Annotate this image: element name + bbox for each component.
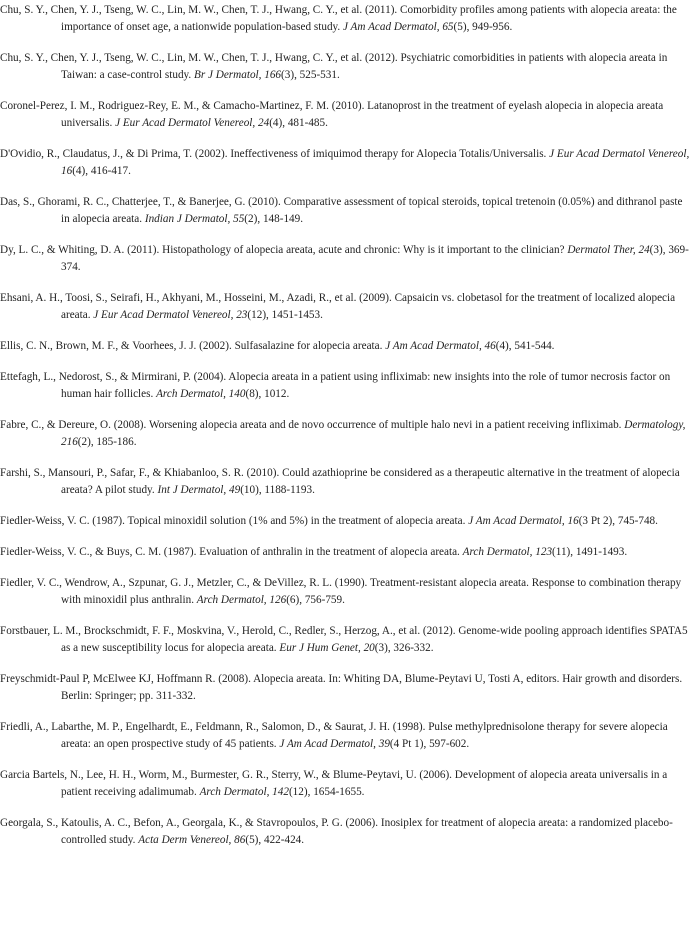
reference-entry [0, 146, 692, 180]
ref-authors: Garcia Bartels, N., Lee, H. H., Worm, M., Burmester, G. R., Sterry, W., & Blume-Peytavi, U. (2006). [0, 769, 452, 781]
reference-entry [0, 242, 692, 276]
ref-journal: J Eur Acad Dermatol Venereol, 16 [61, 148, 690, 177]
reference-entry [0, 2, 692, 36]
ref-pages: , 422-424. [258, 834, 305, 846]
ref-pages: , 1654-1655. [307, 786, 365, 798]
reference-entry [0, 338, 692, 355]
ref-pages: , 1451-1453. [266, 309, 323, 321]
ref-pages: , 1188-1193. [258, 484, 315, 496]
ref-pages: , 1012. [258, 388, 290, 400]
ref-title: Evaluation of anthralin in the treatment of alopecia areata. [199, 546, 460, 558]
ref-authors: Coronel-Perez, I. M., Rodriguez-Rey, E. M., & Camacho-Martinez, F. M. (2010). [0, 100, 365, 112]
ref-journal: Arch Dermatol, 140 [156, 388, 246, 400]
ref-authors: Forstbauer, L. M., Brockschmidt, F. F., Moskvina, V., Herold, C., Redler, S., Herzog, A., et al. (2012). [0, 625, 456, 637]
ref-issue: (5) [453, 21, 467, 33]
reference-entry [0, 719, 692, 753]
ref-authors: Georgala, S., Katoulis, A. C., Befon, A., Georgala, K., & Stavropoulos, P. G. (2006). [0, 817, 379, 829]
ref-issue: (10) [240, 484, 259, 496]
ref-issue: (6) [286, 594, 300, 606]
ref-authors: Friedli, A., Labarthe, M. P., Engelhardt, E., Feldmann, R., Salomon, D., & Saurat, J. H. (1998). [0, 721, 426, 733]
ref-pages: , 745-748. [612, 515, 658, 527]
reference-entry [0, 417, 692, 451]
ref-issue: (2) [244, 213, 258, 225]
ref-title: Capsaicin vs. clobetasol for the treatment of localized alopecia areata. [61, 292, 676, 321]
ref-authors: Chu, S. Y., Chen, Y. J., Tseng, W. C., Lin, M. W., Chen, T. J., Hwang, C. Y., et al. (2011). [0, 4, 398, 16]
ref-pages: , 481-485. [282, 117, 328, 129]
ref-authors: Farshi, S., Mansouri, P., Safar, F., & Khiabanloo, S. R. (2010). [0, 467, 280, 479]
reference-entry [0, 623, 692, 657]
ref-pages: , 326-332. [387, 642, 434, 654]
ref-journal: Acta Derm Venereol, 86 [138, 834, 246, 846]
ref-journal: Arch Dermatol, 142 [199, 786, 289, 798]
ref-authors: Ettefagh, L., Nedorost, S., & Mirmirani, P. (2004). [0, 371, 227, 383]
ref-journal: Arch Dermatol, 126 [196, 594, 287, 606]
ref-title: Histopathology of alopecia areata, acute and chronic: Why is it important to the clinician? [162, 244, 565, 256]
ref-authors: Ehsani, A. H., Toosi, S., Seirafi, H., Akhyani, M., Hosseini, M., Azadi, R., et al. (2009). [0, 292, 392, 304]
ref-title: Inosiplex for treatment of alopecia areata: a randomized placebo-controlled study. [61, 817, 673, 846]
ref-issue: (4) [269, 117, 283, 129]
ref-authors: Freyschmidt-Paul P, McElwee KJ, Hoffmann R. (2008). [0, 673, 251, 685]
ref-pages: , 416-417. [85, 165, 131, 177]
reference-entry [0, 369, 692, 403]
ref-pages: , 1491-1493. [570, 546, 628, 558]
ref-pages: , 148-149. [257, 213, 304, 225]
ref-issue: (3) [374, 642, 388, 654]
ref-journal: J Am Acad Dermatol, 65 [343, 21, 454, 33]
ref-journal: J Eur Acad Dermatol Venereol, 23 [93, 309, 248, 321]
ref-title: Sulfasalazine for alopecia areata. [234, 340, 383, 352]
ref-authors: Ellis, C. N., Brown, M. F., & Voorhees, J. J. (2002). [0, 340, 232, 352]
ref-title: Latanoprost in the treatment of eyelash alopecia in alopecia areata universalis. [61, 100, 664, 129]
ref-authors: Chu, S. Y., Chen, Y. J., Tseng, W. C., Lin, M. W., Chen, T. J., Hwang, C. Y., et al. (2012). [0, 52, 398, 64]
ref-title: Worsening alopecia areata and de novo occurrence of multiple halo nevi in a patient receiving infliximab. [148, 419, 622, 431]
ref-journal: Br J Dermatol, 166 [194, 69, 282, 81]
ref-authors: Fiedler-Weiss, V. C., & Buys, C. M. (1987). [0, 546, 197, 558]
reference-entry [0, 98, 692, 132]
ref-authors: Fiedler-Weiss, V. C. (1987). [0, 515, 125, 527]
reference-entry [0, 815, 692, 849]
ref-pages: , 525-531. [294, 69, 340, 81]
ref-title: Alopecia areata. In: Whiting DA, Blume-Peytavi U, Tosti A, editors. Hair growth and disorders. Berlin: Springer; pp. 311-332. [61, 673, 683, 702]
ref-journal: Dermatology, 216 [61, 419, 686, 448]
ref-journal: Dermatol Ther, 24 [567, 244, 650, 256]
ref-journal: Arch Dermatol, 123 [462, 546, 553, 558]
ref-pages: , 597-602. [423, 738, 470, 750]
reference-entry [0, 544, 692, 561]
ref-authors: Fiedler, V. C., Wendrow, A., Szpunar, G. J., Metzler, C., & DeVillez, R. L. (1990). [0, 577, 368, 589]
ref-issue: (4 Pt 1) [389, 738, 424, 750]
ref-journal: J Eur Acad Dermatol Venereol, 24 [115, 117, 270, 129]
ref-title: Genome-wide pooling approach identifies SPATA5 as a new susceptibility locus for alopecia areata. [61, 625, 688, 654]
reference-entry [0, 671, 692, 705]
ref-issue: (5) [245, 834, 259, 846]
reference-entry [0, 194, 692, 228]
ref-issue: (12) [288, 786, 308, 798]
ref-title: Could azathioprine be considered as a therapeutic alternative in the treatment of alopecia areata? A pilot study. [61, 467, 680, 496]
ref-issue: (3) [281, 69, 295, 81]
ref-title: Alopecia areata in a patient using infliximab: new insights into the role of tumor necrosis factor on human hair follicles. [61, 371, 671, 400]
ref-issue: (3 Pt 2) [578, 515, 613, 527]
ref-issue: (11) [552, 546, 571, 558]
ref-journal: Indian J Dermatol, 55 [144, 213, 245, 225]
ref-issue: (4) [495, 340, 509, 352]
ref-issue: (2) [77, 436, 91, 448]
reference-entry [0, 513, 692, 530]
ref-title: Ineffectiveness of imiquimod therapy for Alopecia Totalis/Universalis. [230, 148, 547, 160]
ref-title: Comparative assessment of topical steroids, topical tretenoin (0.05%) and dithranol paste in alopecia areata. [61, 196, 683, 225]
ref-authors: Das, S., Ghorami, R. C., Chatterjee, T., & Banerjee, G. (2010). [0, 196, 281, 208]
ref-journal: Int J Dermatol, 49 [157, 484, 241, 496]
reference-entry [0, 50, 692, 84]
ref-pages: , 949-956. [466, 21, 513, 33]
ref-title: Pulse methylprednisolone therapy for severe alopecia areata: an open prospective study of 45 patients. [61, 721, 668, 750]
reference-entry [0, 465, 692, 499]
reference-entry [0, 767, 692, 801]
ref-pages: , 756-759. [299, 594, 345, 606]
ref-pages: , 369-374. [61, 244, 689, 273]
ref-journal: Eur J Hum Genet, 20 [279, 642, 375, 654]
reference-entry [0, 290, 692, 324]
ref-title: Development of alopecia areata universalis in a patient receiving adalimumab. [61, 769, 668, 798]
ref-journal: J Am Acad Dermatol, 16 [468, 515, 579, 527]
reference-entry [0, 575, 692, 609]
ref-journal: J Am Acad Dermatol, 39 [279, 738, 390, 750]
ref-title: Topical minoxidil solution (1% and 5%) in the treatment of alopecia areata. [127, 515, 466, 527]
ref-issue: (8) [245, 388, 259, 400]
ref-authors: Dy, L. C., & Whiting, D. A. (2011). [0, 244, 160, 256]
ref-pages: , 541-544. [508, 340, 555, 352]
ref-journal: J Am Acad Dermatol, 46 [385, 340, 496, 352]
ref-issue: (4) [72, 165, 86, 177]
ref-issue: (12) [247, 309, 267, 321]
ref-authors: Fabre, C., & Dereure, O. (2008). [0, 419, 147, 431]
ref-title: Psychiatric comorbidities in patients with alopecia areata in Taiwan: a case-control study. [61, 52, 668, 81]
ref-title: Comorbidity profiles among patients with alopecia areata: the importance of onset age, a nationwide population-based study. [61, 4, 677, 33]
ref-title: Treatment-resistant alopecia areata. Response to combination therapy with minoxidil plus anthralin. [61, 577, 682, 606]
ref-issue: (3) [649, 244, 663, 256]
ref-pages: , 185-186. [90, 436, 137, 448]
ref-authors: D'Ovidio, R., Claudatus, J., & Di Prima, T. (2002). [0, 148, 228, 160]
